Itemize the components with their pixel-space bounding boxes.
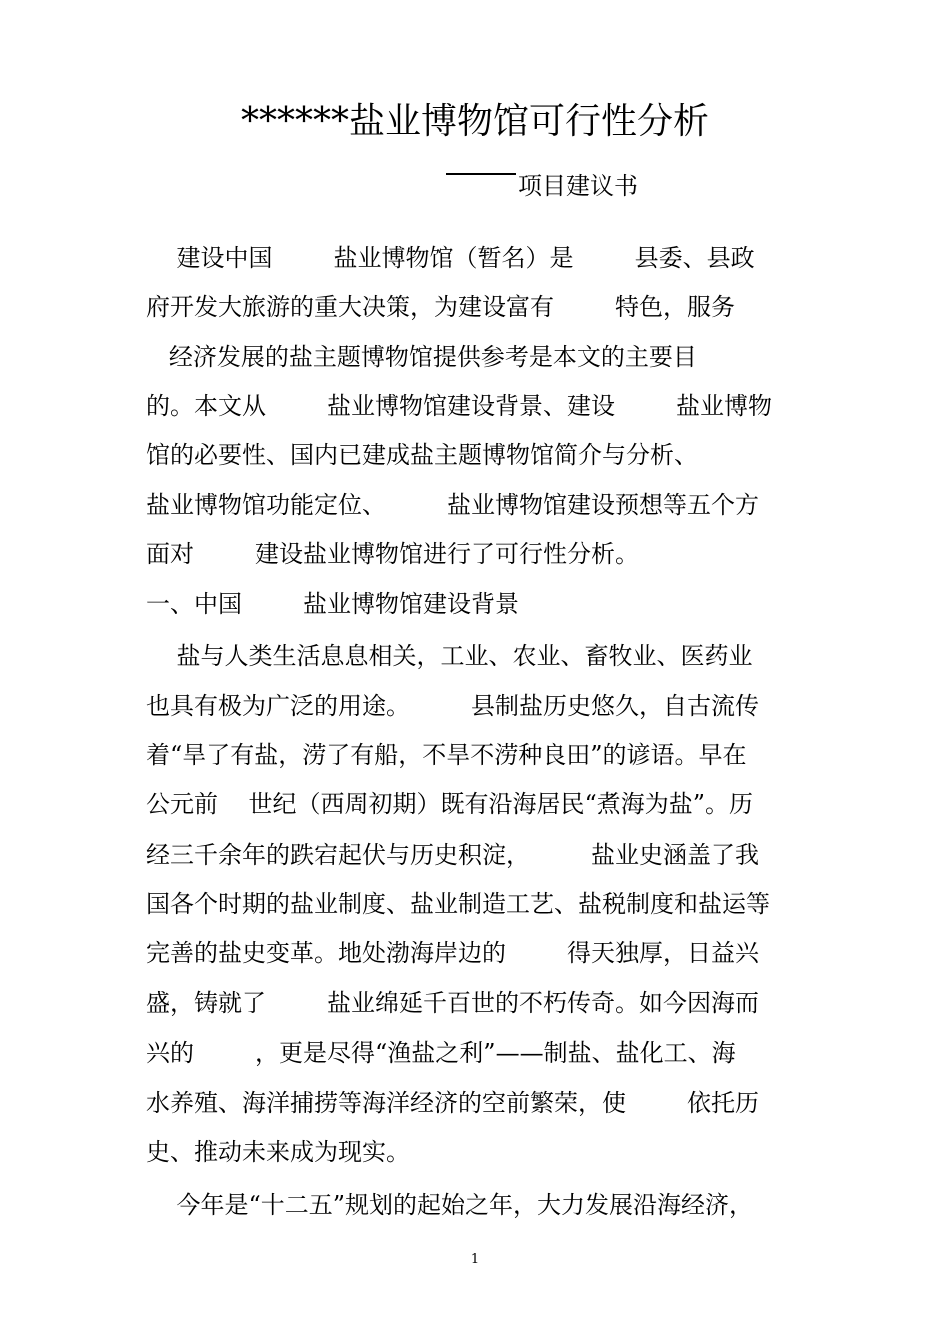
body-line: 史、推动未来成为现实。 xyxy=(146,1138,410,1166)
subtitle-dash-rule xyxy=(446,173,516,175)
body-line: 国各个时期的盐业制度、盐业制造工艺、盐税制度和盐运等 xyxy=(146,890,770,918)
document-subtitle: 项目建议书 xyxy=(518,172,638,200)
body-line: 馆的必要性、国内已建成盐主题博物馆简介与分析、 xyxy=(146,441,698,469)
body-line: 经济发展的盐主题博物馆提供参考是本文的主要目 xyxy=(146,343,697,371)
body-line: 今年是“十二五”规划的起始之年，大力发展沿海经济， xyxy=(146,1191,754,1219)
section-heading: 一、中国 盐业博物馆建设背景 xyxy=(146,590,520,618)
body-line: 盐与人类生活息息相关，工业、农业、畜牧业、医药业 xyxy=(146,642,753,670)
page-number: 1 xyxy=(470,1252,480,1267)
body-line: 的。本文从 盐业博物馆建设背景、建设 盐业博物 xyxy=(146,392,773,420)
body-line: 公元前 世纪（西周初期）既有沿海居民“煮海为盐”。历 xyxy=(146,790,754,818)
body-line: 府开发大旅游的重大决策，为建设富有 特色，服务 xyxy=(146,293,736,321)
document-title: ******盐业博物馆可行性分析 xyxy=(240,101,709,142)
body-line: 完善的盐史变革。地处渤海岸边的 得天独厚，日益兴 xyxy=(146,939,760,967)
body-line: 着“旱了有盐，涝了有船，不旱不涝种良田”的谚语。早在 xyxy=(146,741,747,769)
body-line: 也具有极为广泛的用途。 县制盐历史悠久，自古流传 xyxy=(146,692,760,720)
body-line: 盛，铸就了 盐业绵延千百世的不朽传奇。如今因海而 xyxy=(146,989,760,1017)
body-line: 经三千余年的跌宕起伏与历史积淀， 盐业史涵盖了我 xyxy=(146,841,760,869)
body-line: 水养殖、海洋捕捞等海洋经济的空前繁荣，使 依托历 xyxy=(146,1089,760,1117)
body-line: 盐业博物馆功能定位、 盐业博物馆建设预想等五个方 xyxy=(146,491,760,519)
body-line: 面对 建设盐业博物馆进行了可行性分析。 xyxy=(146,540,640,568)
body-line: 建设中国 盐业博物馆（暂名）是 县委、县政 xyxy=(146,244,755,272)
body-line: 兴的 ，更是尽得“渔盐之利”——制盐、盐化工、海 xyxy=(146,1039,736,1067)
